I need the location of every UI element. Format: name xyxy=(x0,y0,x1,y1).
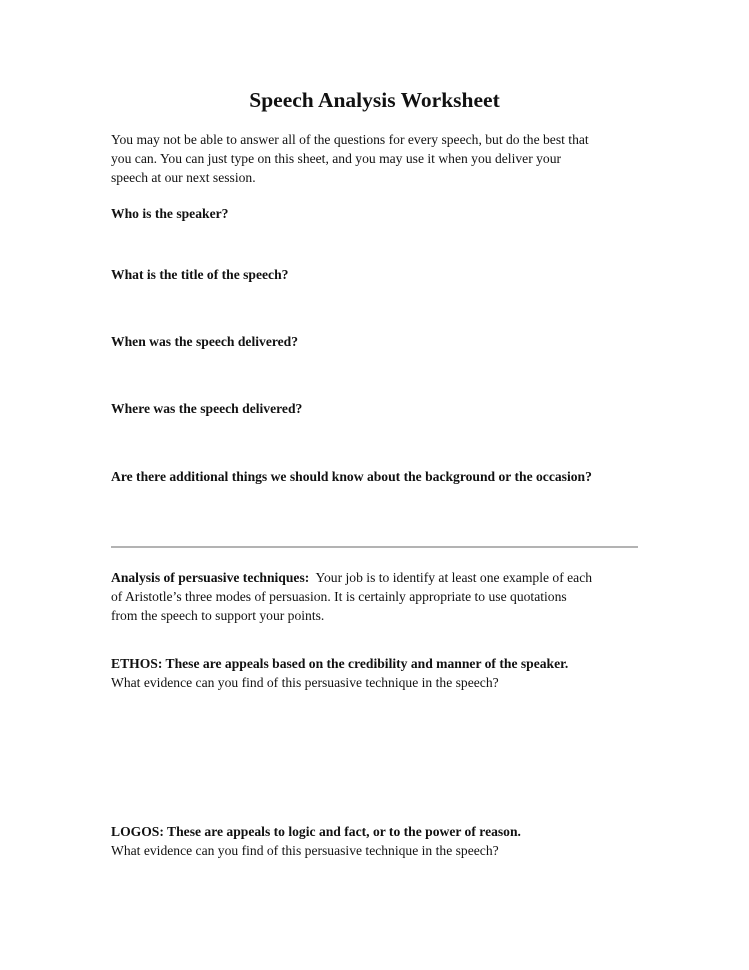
question-when: When was the speech delivered? xyxy=(111,334,299,349)
analysis-heading: Analysis of persuasive techniques: xyxy=(111,570,310,585)
question-where: Where was the speech delivered? xyxy=(111,401,303,416)
analysis-line: of Aristotle’s three modes of persuasion. It is certainly appropriate to use quotations xyxy=(111,589,567,604)
logos-prompt: What evidence can you find of this persuasive technique in the speech? xyxy=(111,843,499,858)
intro-line: speech at our next session. xyxy=(111,170,256,185)
ethos-prompt: What evidence can you find of this persuasive technique in the speech? xyxy=(111,675,499,690)
analysis-line-1 xyxy=(111,568,592,587)
divider xyxy=(111,546,638,548)
analysis-text: Your job is to identify at least one example of each xyxy=(309,570,593,585)
intro-line: you can. You can just type on this sheet, and you may use it when you deliver your xyxy=(111,151,562,166)
intro-line: You may not be able to answer all of the questions for every speech, but do the best that xyxy=(111,132,589,147)
question-speaker: Who is the speaker? xyxy=(111,206,229,221)
page-title: Speech Analysis Worksheet xyxy=(249,88,500,112)
analysis-line: from the speech to support your points. xyxy=(111,608,325,623)
question-title: What is the title of the speech? xyxy=(111,267,289,282)
question-background: Are there additional things we should know about the background or the occasion? xyxy=(111,469,592,484)
ethos-heading: ETHOS: These are appeals based on the credibility and manner of the speaker. xyxy=(111,656,569,671)
logos-heading: LOGOS: These are appeals to logic and fact, or to the power of reason. xyxy=(111,824,521,839)
